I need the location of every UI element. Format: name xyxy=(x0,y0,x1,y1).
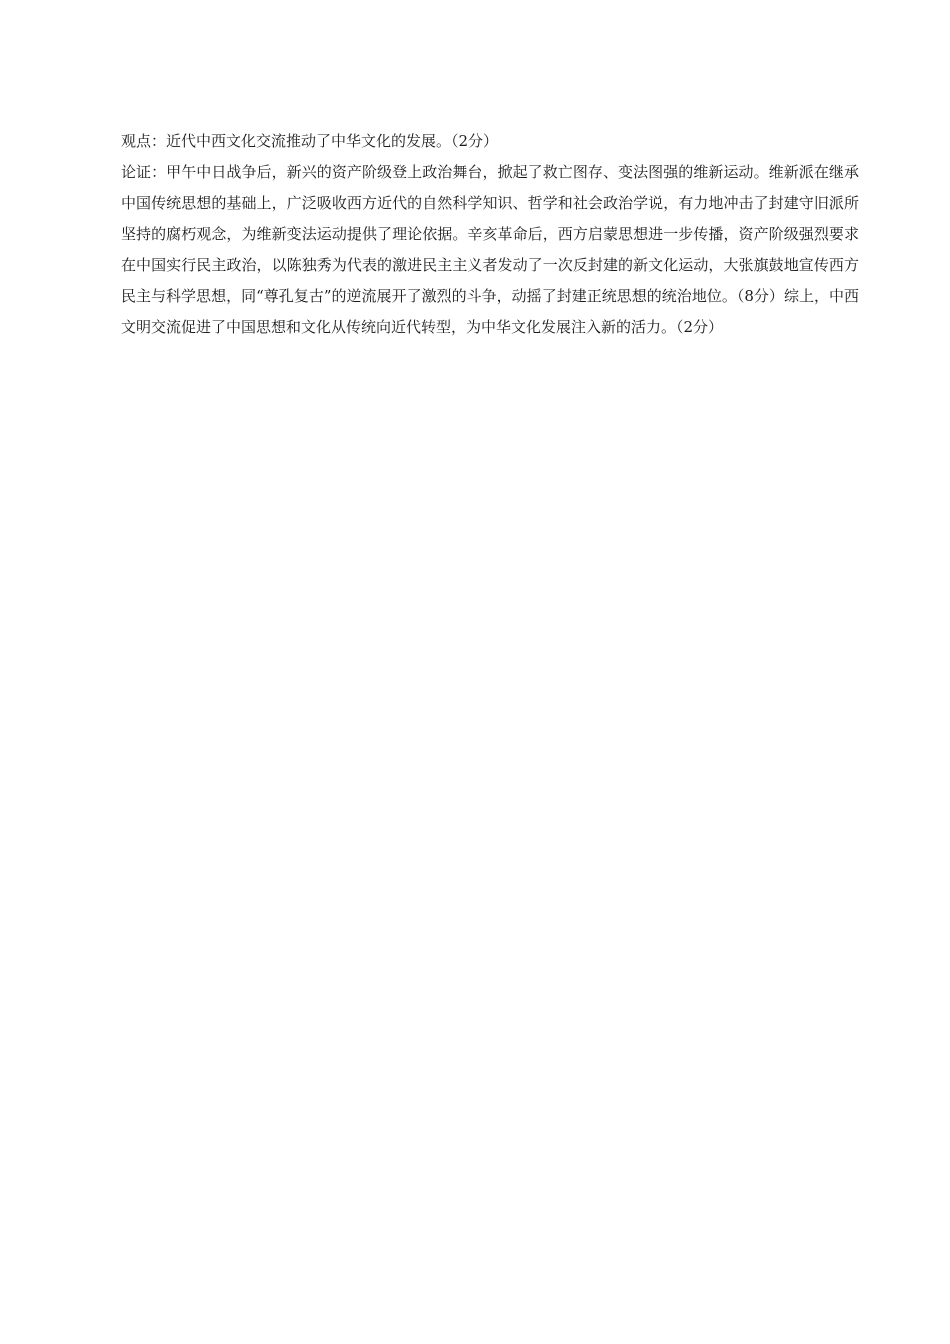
answer-text-block xyxy=(121,126,859,343)
argument-paragraph: 论证：甲午中日战争后，新兴的资产阶级登上政治舞台，掀起了救亡图存、变法图强的维新运动。维新派在继承中国传统思想的基础上，广泛吸收西方近代的自然科学知识、哲学和社会政治学说，有力地冲击了封建守旧派所坚持的腐朽观念，为维新变法运动提供了理论依据。辛亥革命后，西方启蒙思想进一步传播，资产阶级强烈要求在中国实行民主政治，以陈独秀为代表的激进民主主义者发动了一次反封建的新文化运动，大张旗鼓地宣传西方民主与科学思想，同“尊孔复古”的逆流展开了激烈的斗争，动摇了封建正统思想的统治地位。（8分）综上，中西文明交流促进了中国思想和文化从传统向近代转型，为中华文化发展注入新的活力。（2分） xyxy=(121,163,859,336)
viewpoint-paragraph: 观点：近代中西文化交流推动了中华文化的发展。（2分） xyxy=(121,132,499,150)
